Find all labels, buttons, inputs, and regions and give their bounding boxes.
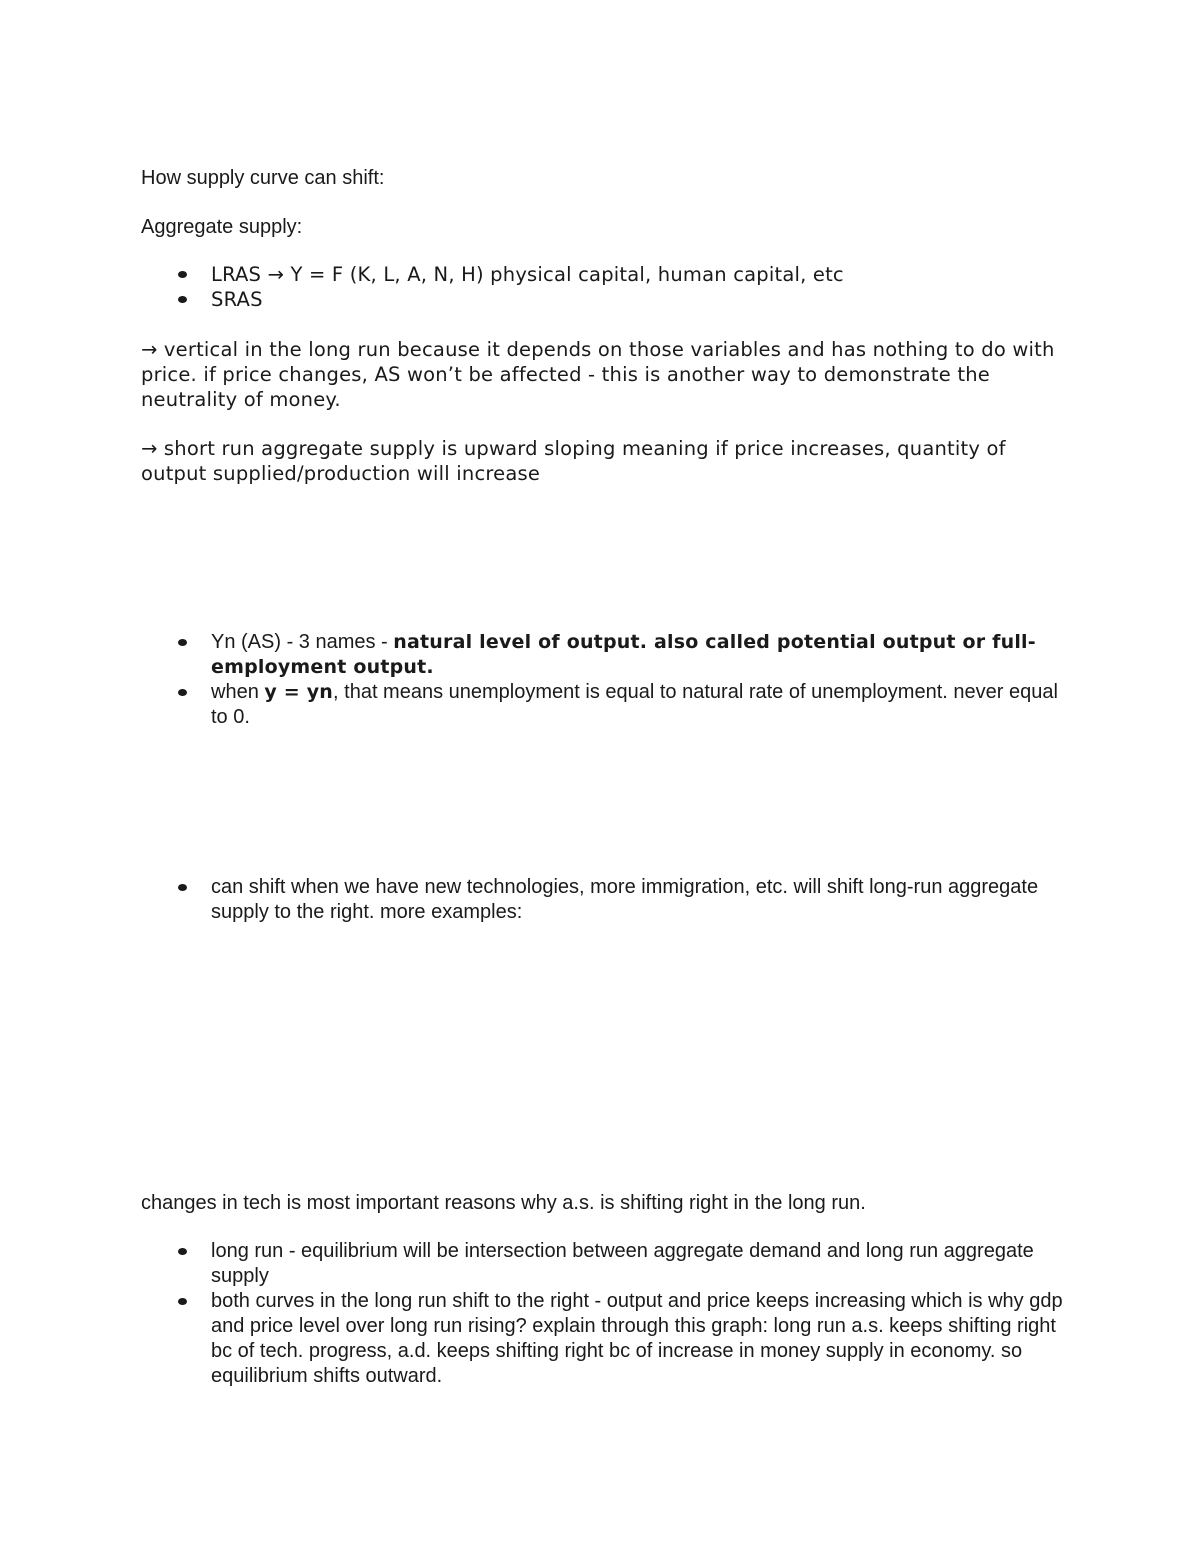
paragraph-tech-changes: changes in tech is most important reasons why a.s. is shifting right in the long run. xyxy=(141,1192,866,1214)
paragraph-vertical-long-run: → vertical in the long run because it depends on those variables and has nothing to do with price. if price changes, AS won’t be affected - this is another way to demonstrate the neutrality of money. xyxy=(141,338,1055,411)
equilibrium-list xyxy=(141,1239,1071,1389)
list-item-sras: SRAS xyxy=(141,287,1071,312)
list-item-both-curves-shift: both curves in the long run shift to the right - output and price keeps increasing which is why gdp and price level over long run rising? explain through this graph: long run a.s. keeps shifting right bc of tech. progress, a.d. keeps shifting right bc of increase in money supply in economy. so equilibrium shifts outward. xyxy=(141,1289,1071,1389)
when-bold: y = yn xyxy=(264,681,334,703)
list-item-yn xyxy=(141,630,1071,680)
heading: How supply curve can shift: xyxy=(141,167,385,189)
list-item-when-y-yn xyxy=(141,680,1071,730)
yn-bold: natural level of output. also called potential output or full-employment output. xyxy=(211,631,1036,678)
yn-prefix: Yn (AS) - 3 names - xyxy=(211,631,394,653)
list-item-lras: LRAS → Y = F (K, L, A, N, H) physical capital, human capital, etc xyxy=(141,262,1071,287)
aggregate-supply-label: Aggregate supply: xyxy=(141,216,303,238)
when-prefix: when xyxy=(211,681,265,703)
when-suffix: , that means unemployment is equal to natural rate of unemployment. never equal to 0. xyxy=(211,681,1058,728)
natural-output-list xyxy=(141,630,1071,730)
aggregate-supply-list xyxy=(141,262,1071,312)
shift-list xyxy=(141,875,1071,925)
paragraph-short-run: → short run aggregate supply is upward sloping meaning if price increases, quantity of output supplied/production will increase xyxy=(141,437,1006,485)
list-item-can-shift: can shift when we have new technologies, more immigration, etc. will shift long-run aggregate supply to the right. more examples: xyxy=(141,875,1071,925)
list-item-long-run-equilibrium: long run - equilibrium will be intersection between aggregate demand and long run aggregate supply xyxy=(141,1239,1071,1289)
